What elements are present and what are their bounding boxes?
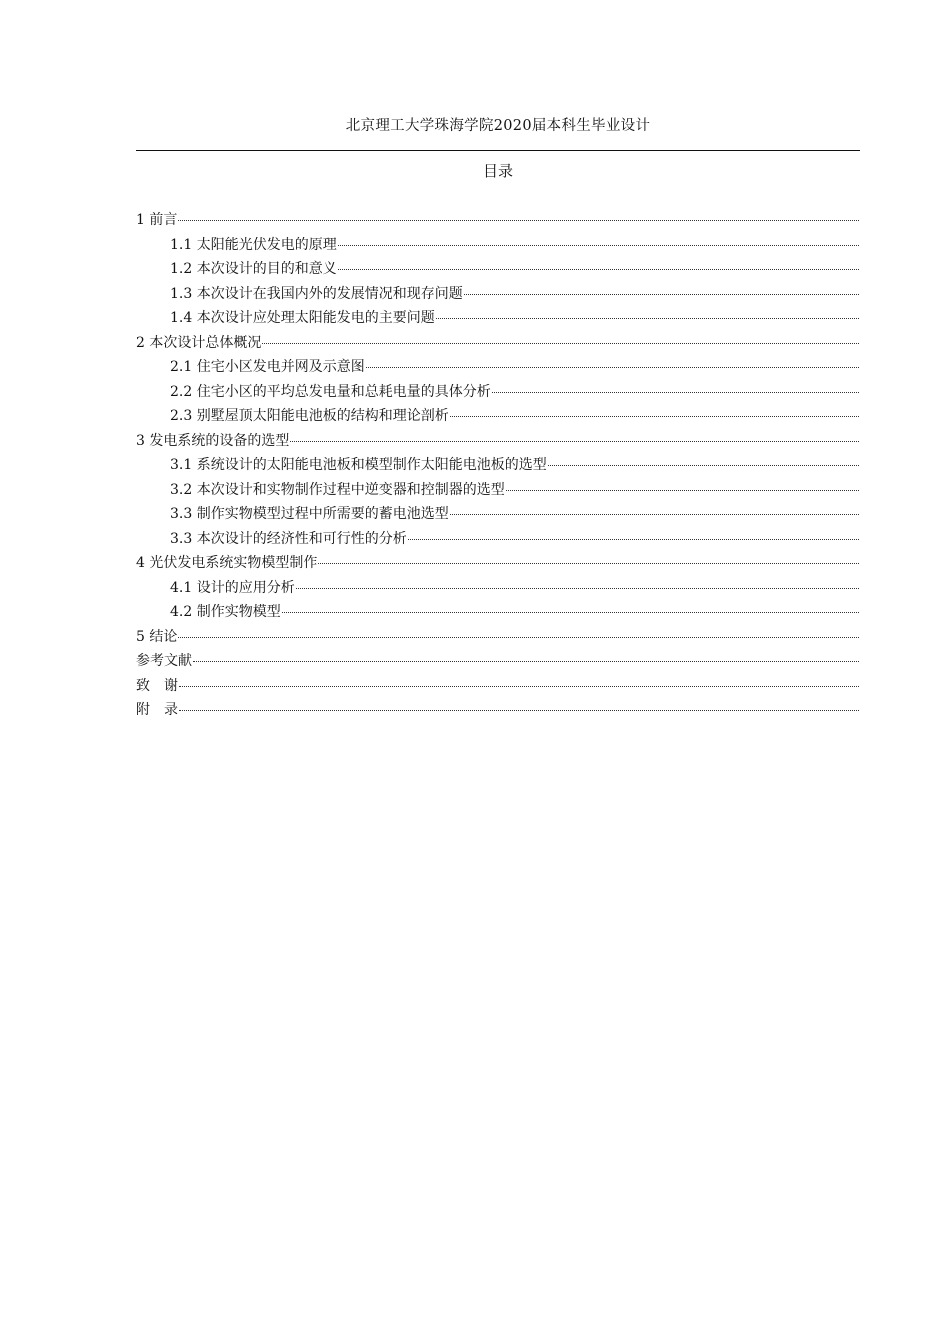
toc-entry[interactable] [136,650,859,675]
toc-leader-dots [492,392,859,393]
toc-entry-label: 4.1 设计的应用分析 [170,579,295,596]
toc-leader-dots [179,710,859,711]
toc-entry[interactable] [136,503,859,528]
toc-leader-dots [366,367,859,368]
toc-entry[interactable] [136,332,859,357]
toc-leader-dots [464,294,859,295]
toc-entry-label: 致 谢 [136,677,178,694]
toc-entry[interactable] [136,234,859,259]
toc-leader-dots [548,465,859,466]
toc-entry[interactable] [136,577,859,602]
toc-leader-dots [436,318,859,319]
toc-leader-dots [318,563,859,564]
toc-leader-dots [296,588,859,589]
toc-entry-label: 4.2 制作实物模型 [170,604,281,620]
toc-leader-dots [262,343,859,344]
header-rule [136,150,860,151]
toc-leader-dots [506,490,859,491]
toc-entry-label: 1.1 太阳能光伏发电的原理 [170,236,337,253]
toc-entry-label: 2.3 别墅屋顶太阳能电池板的结构和理论剖析 [170,408,449,424]
toc-entry-label: 2.2 住宅小区的平均总发电量和总耗电量的具体分析 [170,383,491,400]
toc-entry-label: 3.3 制作实物模型过程中所需要的蓄电池选型 [170,506,449,522]
toc-entry-label: 3 发电系统的设备的选型 [136,432,290,449]
toc-entry[interactable] [136,675,859,700]
toc-leader-dots [178,220,859,221]
toc-entry[interactable] [136,528,859,553]
toc-entry-label: 3.3 本次设计的经济性和可行性的分析 [170,530,407,547]
toc-entry[interactable] [136,209,859,234]
toc-entry[interactable] [136,356,859,381]
toc-entry[interactable] [136,479,859,504]
toc-leader-dots [193,661,859,662]
toc-entry-label: 1.3 本次设计在我国内外的发展情况和现存问题 [170,285,463,302]
toc-entry-label: 附 录 [136,702,178,718]
toc-leader-dots [290,441,859,442]
toc-entry[interactable] [136,601,859,626]
toc-entry[interactable] [136,626,859,651]
toc-entry[interactable] [136,381,859,406]
page-header: 北京理工大学珠海学院2020届本科生毕业设计 [345,118,651,134]
toc-title: 目录 [482,162,513,180]
toc-leader-dots [408,539,859,540]
toc-entry-label: 1 前言 [136,212,178,228]
toc-entry-label: 1.2 本次设计的目的和意义 [170,261,337,277]
toc-entry[interactable] [136,552,859,577]
toc-entry-label: 3.1 系统设计的太阳能电池板和模型制作太阳能电池板的选型 [170,457,547,473]
toc-entry[interactable] [136,405,859,430]
toc-entry[interactable] [136,430,859,455]
toc-leader-dots [338,269,859,270]
toc-leader-dots [450,416,859,417]
table-of-contents [136,209,859,724]
toc-entry-label: 1.4 本次设计应处理太阳能发电的主要问题 [170,310,435,326]
toc-leader-dots [450,514,859,515]
toc-entry-label: 3.2 本次设计和实物制作过程中逆变器和控制器的选型 [170,481,505,498]
toc-leader-dots [338,245,859,246]
toc-entry-label: 2.1 住宅小区发电并网及示意图 [170,359,365,375]
toc-entry[interactable] [136,307,859,332]
toc-entry-label: 4 光伏发电系统实物模型制作 [136,555,318,571]
toc-leader-dots [179,686,859,687]
toc-entry-label: 2 本次设计总体概况 [136,334,262,351]
toc-entry-label: 5 结论 [136,628,178,645]
toc-leader-dots [178,637,859,638]
toc-entry[interactable] [136,258,859,283]
toc-entry[interactable] [136,699,859,724]
toc-leader-dots [282,612,859,613]
toc-entry[interactable] [136,454,859,479]
toc-entry[interactable] [136,283,859,308]
toc-entry-label: 参考文献 [136,653,192,669]
